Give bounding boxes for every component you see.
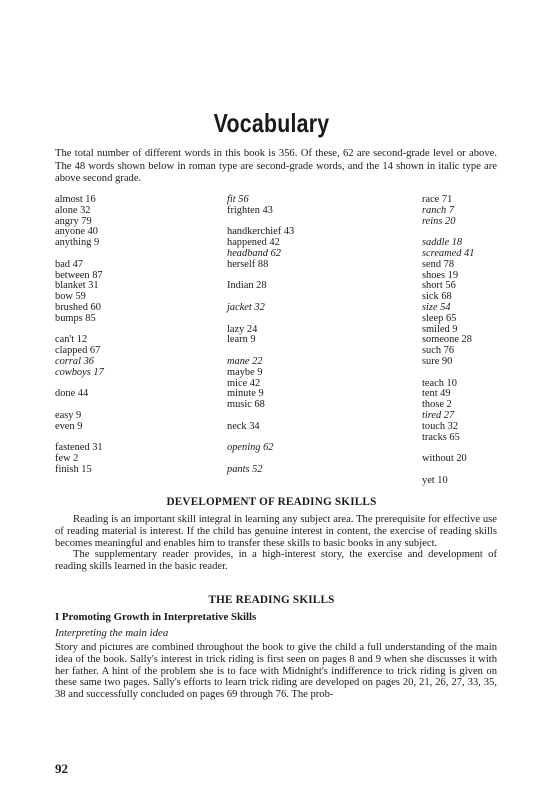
vocab-word: between 87 (55, 269, 103, 281)
vocab-word: short 56 (422, 280, 456, 292)
vocab-word: without 20 (422, 453, 467, 465)
vocab-word: minute 9 (227, 388, 264, 400)
vocab-word: fit 56 (227, 194, 249, 205)
vocab-word: herself 88 (227, 258, 269, 270)
vocab-word: neck 34 (227, 420, 260, 432)
vocab-word: even 9 (55, 420, 83, 432)
vocab-word: tired 27 (422, 409, 455, 421)
vocab-word: smiled 9 (422, 323, 458, 335)
vocab-word: pants 52 (227, 463, 263, 475)
vocab-word: learn 9 (227, 334, 256, 346)
vocab-word: cowboys 17 (55, 366, 104, 378)
vocab-word: almost 16 (55, 194, 96, 205)
vocab-word: bad 47 (55, 258, 83, 270)
vocab-word: touch 32 (422, 420, 459, 432)
vocab-word: sick 68 (422, 291, 452, 303)
vocab-word: tracks 65 (422, 431, 460, 443)
vocab-word: clapped 67 (55, 345, 101, 357)
vocab-word: reins 20 (422, 215, 456, 227)
vocab-word: headband 62 (227, 247, 281, 259)
vocab-word: bow 59 (55, 291, 86, 303)
vocab-word: angry 79 (55, 215, 92, 227)
vocab-word: anything 9 (55, 237, 100, 249)
vocab-word: mice 42 (227, 377, 261, 389)
section-heading-development: DEVELOPMENT OF READING SKILLS (166, 496, 377, 508)
development-paragraph-2: The supplementary reader provides, in a high-interest story, the exercise and development of reading skills learned in the basic reader. (55, 549, 497, 573)
vocab-word: saddle 18 (422, 237, 463, 249)
vocab-word: jacket 32 (227, 301, 265, 313)
intro-paragraph: The total number of different words in this book is 356. Of these, 62 are second-grade level or above. The 48 words shown below in roman type are second-grade words, and the 14 shown in italic type are above second grade. (55, 148, 497, 185)
vocab-word: fastened 31 (55, 442, 103, 454)
vocab-word: few 2 (55, 453, 79, 465)
main-idea-text (55, 642, 497, 701)
vocab-word: brushed 60 (55, 301, 101, 313)
subheading-interpretative-skills: I Promoting Growth in Interpretative Skills (55, 611, 257, 623)
vocab-word: Indian 28 (227, 280, 267, 292)
section-heading-reading-skills: THE READING SKILLS (208, 594, 335, 606)
development-text (55, 514, 497, 573)
vocab-spacer (422, 368, 474, 379)
vocab-word: done 44 (55, 388, 89, 400)
vocab-word: can't 12 (55, 334, 88, 346)
vocab-word: opening 62 (227, 442, 274, 454)
vocab-word: screamed 41 (422, 247, 475, 259)
vocab-word: size 54 (422, 301, 451, 313)
page-number: 92 (55, 761, 68, 776)
vocab-word: music 68 (227, 399, 265, 411)
vocab-word: anyone 40 (55, 226, 98, 238)
vocab-word: maybe 9 (227, 366, 263, 378)
vocab-word: corral 36 (55, 355, 94, 367)
vocab-word: easy 9 (55, 409, 82, 421)
main-idea-paragraph: Story and pictures are combined throughout the book to give the child a full understanding of the main idea of the book. Sally's interest in trick riding is first seen on pages 8 and 9 when she discusses it with her father. A hint of the problem she is to face with Midnight's indifference to trick riding is given on these same two pages. Sally's efforts to learn trick riding are developed on pages 20, 21, 26, 27, 33, 35, 38 and successfully concluded on pages 69 through 76. The prob- (55, 642, 497, 701)
vocab-column-3 (422, 195, 474, 487)
vocab-word: alone 32 (55, 204, 91, 216)
vocab-word: shoes 19 (422, 269, 459, 281)
vocab-word: someone 28 (422, 334, 472, 346)
vocab-column-1 (55, 195, 104, 476)
vocab-word: mane 22 (227, 355, 263, 367)
vocab-word: yet 10 (422, 474, 448, 486)
vocab-word: race 71 (422, 194, 453, 205)
vocab-word: sure 90 (422, 355, 453, 367)
vocab-word: happened 42 (227, 237, 280, 249)
vocab-word: ranch 7 (422, 204, 455, 216)
vocab-word: bumps 85 (55, 312, 96, 324)
subheading-main-idea: Interpreting the main idea (55, 627, 169, 639)
vocab-word: such 76 (422, 345, 455, 357)
vocab-word: handkerchief 43 (227, 226, 295, 238)
vocab-word: those 2 (422, 399, 452, 411)
vocab-column-2 (227, 195, 294, 476)
vocab-word: lazy 24 (227, 323, 258, 335)
vocab-word: blanket 31 (55, 280, 99, 292)
page-title: Vocabulary (213, 108, 330, 138)
vocab-word: finish 15 (55, 463, 92, 475)
vocab-word: teach 10 (422, 377, 457, 389)
vocab-word: send 78 (422, 258, 455, 270)
vocab-spacer (227, 314, 294, 325)
development-paragraph-1: Reading is an important skill integral in learning any subject area. The prerequisite for effective use of reading material is interest. If the child has genuine interest in content, the exercise of reading skills becomes meaningful and enables him to transfer these skills to basic books in any subject. (55, 514, 497, 549)
vocab-word: frighten 43 (227, 204, 273, 216)
vocab-word: sleep 65 (422, 312, 457, 324)
vocab-word: tent 49 (422, 388, 451, 400)
